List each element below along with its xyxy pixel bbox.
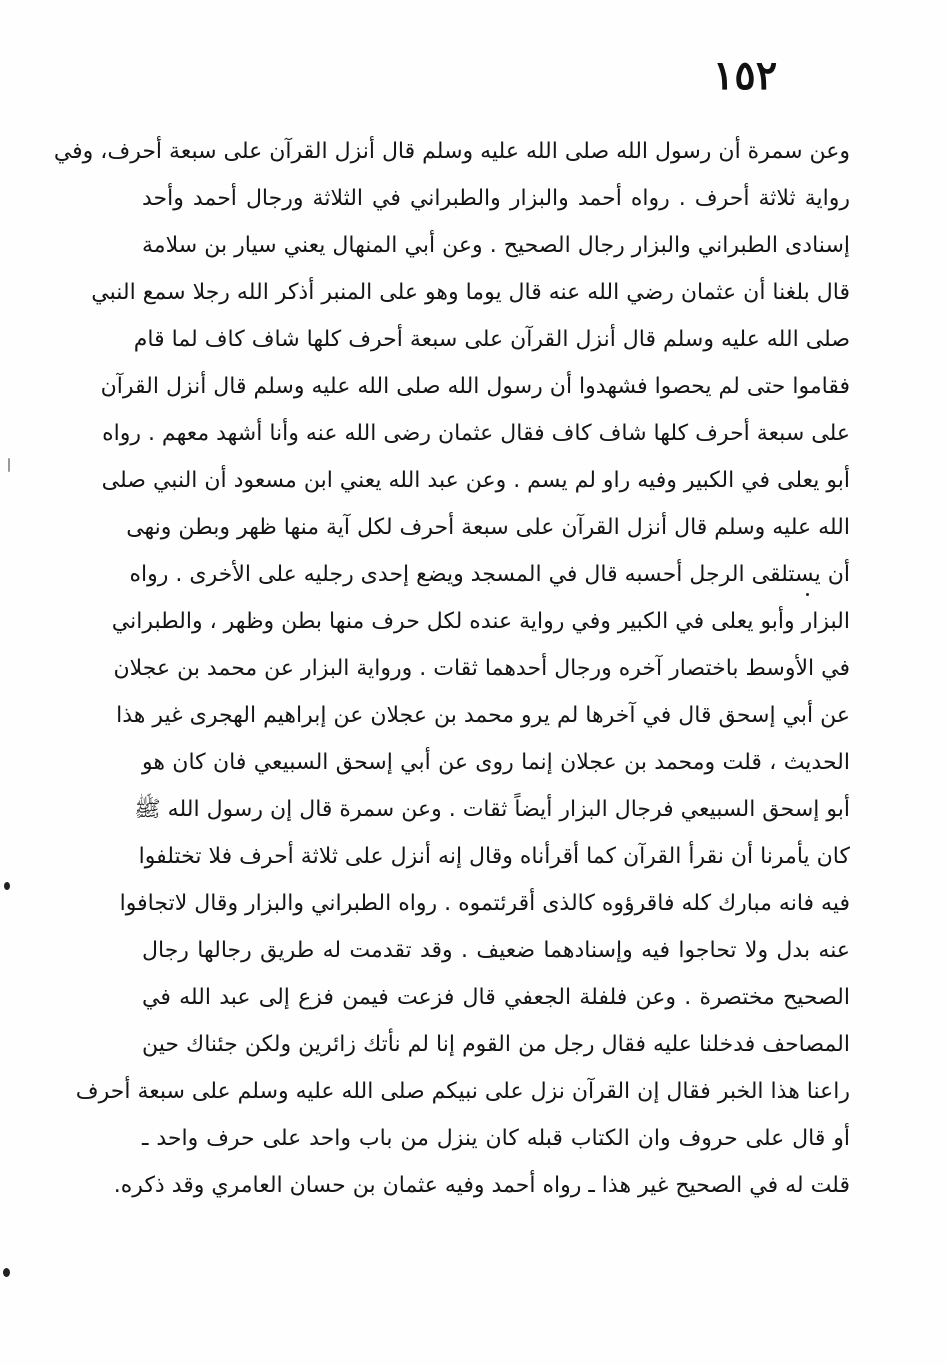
text-line: وعن سمرة أن رسول الله صلى الله عليه وسلم قال أنزل القرآن على سبعة أحرف، وفي — [53, 139, 850, 164]
scan-speck — [806, 593, 809, 596]
text-line: راعنا هذا الخبر فقال إن القرآن نزل على نبيكم صلى الله عليه وسلم على سبعة أحرف — [75, 1079, 850, 1104]
text-line: عن أبي إسحق قال في آخرها لم يرو محمد بن عجلان عن إبراهيم الهجرى غير هذا — [116, 703, 850, 728]
text-line: الله عليه وسلم قال أنزل القرآن على سبعة أحرف لكل آية منها ظهر وبطن ونهى — [126, 515, 850, 540]
text-line: كان يأمرنا أن نقرأ القرآن كما أقرأناه وقال إنه أنزل على ثلاثة أحرف فلا تختلفوا — [138, 844, 850, 869]
text-line: عنه بدل ولا تحاجوا فيه وإسنادهما ضعيف . وقد تقدمت له طريق رجالها رجال — [142, 938, 850, 963]
scan-speck — [3, 1268, 10, 1277]
text-line: فقاموا حتى لم يحصوا فشهدوا أن رسول الله صلى الله عليه وسلم قال أنزل القرآن — [100, 374, 850, 399]
text-line: أبو يعلى في الكبير وفيه راو لم يسم . وعن عبد الله يعني ابن مسعود أن النبي صلى — [101, 468, 850, 493]
text-line: الصحيح مختصرة . وعن فلفلة الجعفي قال فزعت فيمن فزع إلى عبد الله في — [142, 985, 850, 1010]
text-line: في الأوسط باختصار آخره ورجال أحدهما ثقات . ورواية البزار عن محمد بن عجلان — [113, 656, 850, 681]
text-line: أبو إسحق السبيعي فرجال البزار أيضاً ثقات . وعن سمرة قال إن رسول الله ﷺ — [134, 797, 850, 822]
text-line: أو قال على حروف وان الكتاب قبله كان ينزل من باب واحد على حرف واحد ـ — [142, 1126, 850, 1151]
text-line: صلى الله عليه وسلم قال أنزل القرآن على سبعة أحرف كلها شاف كاف لما قام — [133, 327, 850, 352]
text-line: رواية ثلاثة أحرف . رواه أحمد والبزار والطبراني في الثلاثة ورجال أحمد وأحد — [142, 186, 850, 211]
body-text — [53, 128, 850, 1209]
text-line: البزار وأبو يعلى في الكبير وفي رواية عنده لكل حرف منها بطن وظهر ، والطبراني — [111, 609, 850, 634]
text-line: قلت له في الصحيح غير هذا ـ رواه أحمد وفيه عثمان بن حسان العامري وقد ذكره. — [113, 1173, 850, 1198]
text-line: قال بلغنا أن عثمان رضي الله عنه قال يوما وهو على المنبر أذكر الله رجلا سمع النبي — [91, 280, 850, 305]
scan-speck — [8, 458, 10, 472]
text-line: فيه فانه مبارك كله فاقرؤوه كالذى أقرئتموه . رواه الطبراني والبزار وقال لاتجافوا — [119, 891, 850, 916]
page-number: ١٥٢ — [712, 52, 778, 99]
text-line: إسنادى الطبراني والبزار رجال الصحيح . وعن أبي المنهال يعني سيار بن سلامة — [142, 233, 850, 258]
text-line: الحديث ، قلت ومحمد بن عجلان إنما روى عن أبي إسحق السبيعي فان كان هو — [142, 750, 850, 775]
text-line: على سبعة أحرف كلها شاف كاف فقال عثمان رضى الله عنه وأنا أشهد معهم . رواه — [102, 421, 850, 446]
scan-speck — [4, 882, 10, 890]
text-line: المصاحف فدخلنا عليه فقال رجل من القوم إنا لم نأتك زائرين ولكن جئناك حين — [142, 1032, 850, 1057]
text-line: أن يستلقى الرجل أحسبه قال في المسجد ويضع إحدى رجليه على الأخرى . رواه — [129, 562, 850, 587]
